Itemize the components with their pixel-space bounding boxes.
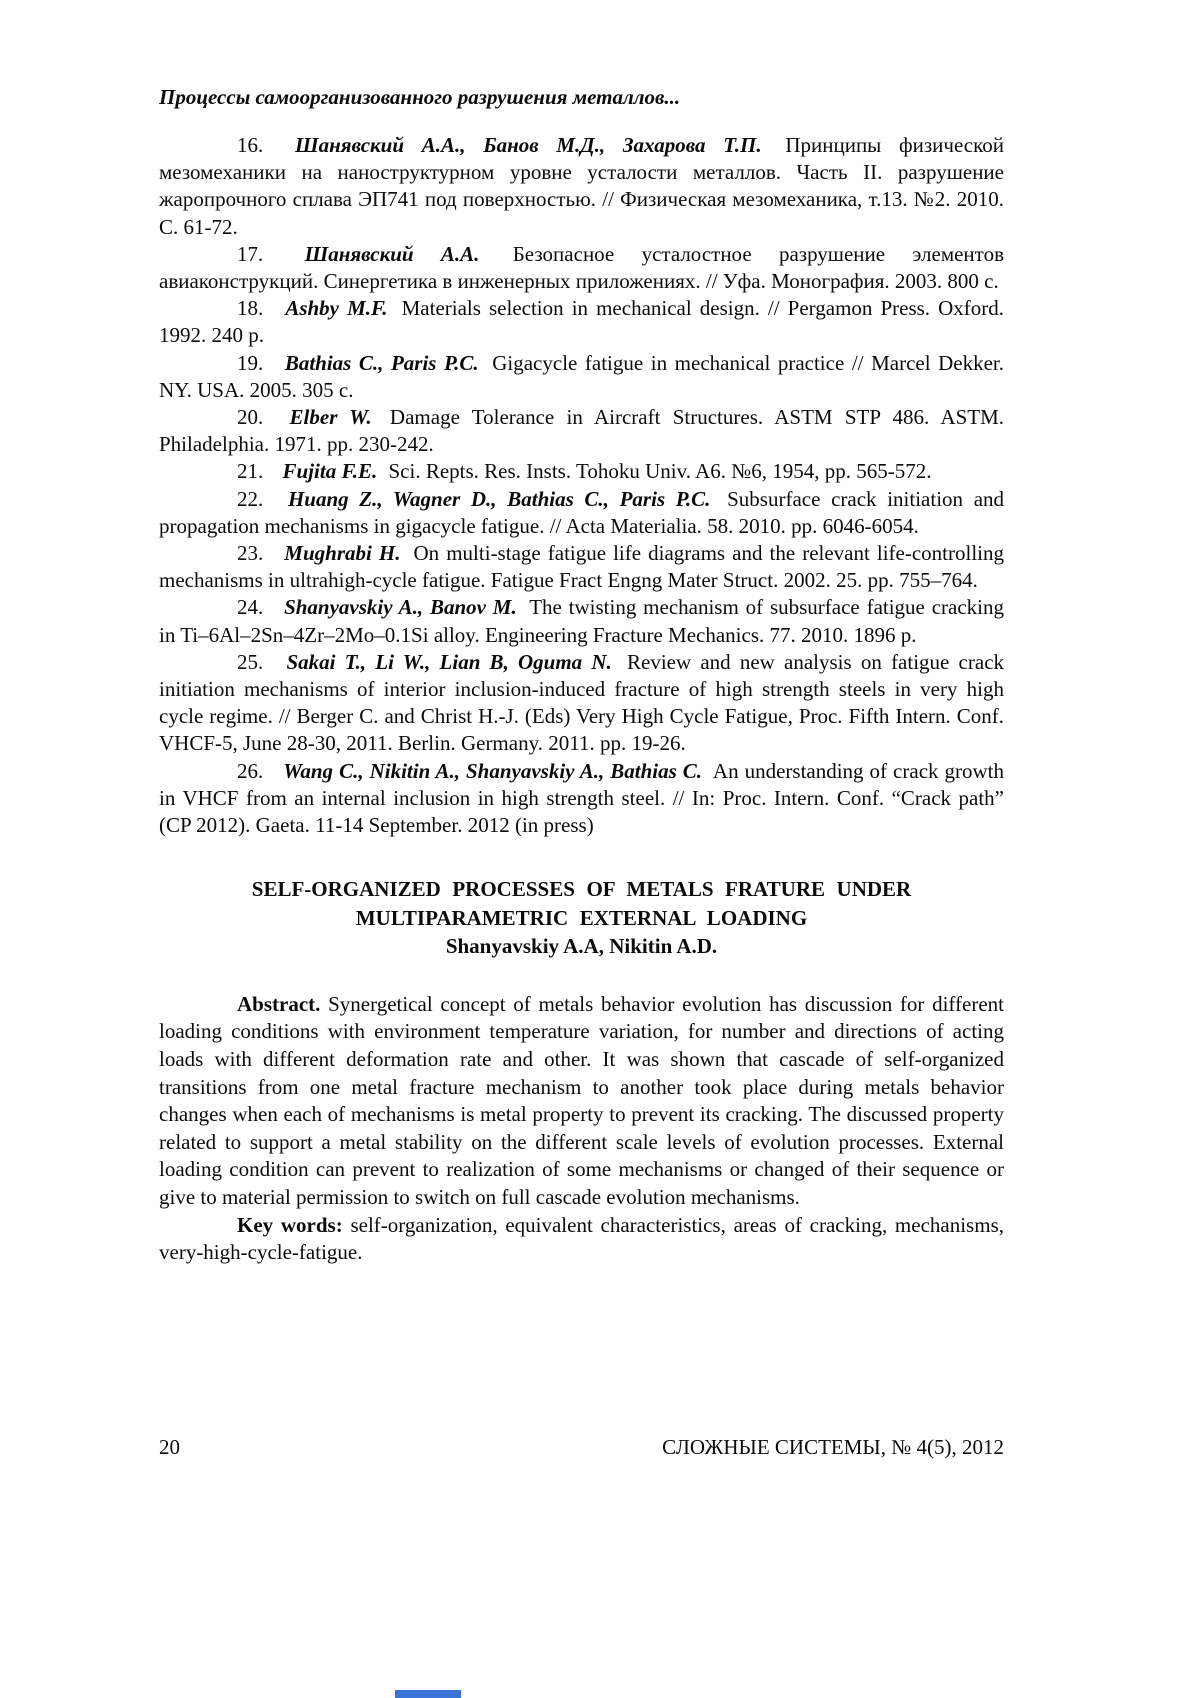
reference-number: 16.	[237, 133, 264, 157]
abstract-paragraph	[159, 991, 1004, 1212]
reference-authors: Sakai T., Li W., Lian B, Oguma N.	[286, 649, 612, 674]
reference-text: On multi-stage fatigue life diagrams and the relevant life-controlling mechanisms in ultrahigh-cycle fatigue. Fatigue Fract Engng Mater Struct. 2002. 25. pp. 755–764.	[159, 541, 1005, 593]
reference-authors: Shanyavskiy A., Banov M.	[284, 595, 517, 620]
reference-text: An understanding of crack growth in VHCF from an internal inclusion in high strength steel. // In: Proc. Intern. Conf. “Crack path” (CP 2012). Gaeta. 11-14 September. 2012 (in press)	[159, 758, 1005, 838]
reference-text: Damage Tolerance in Aircraft Structures. ASTM STP 486. ASTM. Philadelphia. 1971. pp. 230-242.	[159, 405, 1005, 457]
bottom-edge-artifact	[395, 1690, 461, 1698]
reference-text: Принципы физической мезомеханики на наноструктурном уровне усталости металлов. Часть II. разрушение жаропрочного сплава ЭП741 под поверхностью. // Физическая мезомеханика, т.13. №2. 2010. С. 61-72.	[159, 133, 1005, 239]
reference-item	[159, 241, 1004, 295]
article-title-line-1: SELF-ORGANIZED PROCESSES OF METALS FRATURE UNDER	[251, 877, 912, 902]
reference-number: 17.	[237, 241, 264, 266]
reference-number: 26.	[237, 758, 264, 783]
reference-number: 19.	[237, 350, 264, 375]
reference-item	[159, 350, 1004, 404]
reference-item	[159, 458, 1004, 485]
reference-authors: Bathias C., Paris P.C.	[284, 350, 479, 375]
reference-item	[159, 132, 1004, 241]
page-number: 20	[159, 1435, 180, 1459]
reference-authors: Mughrabi H.	[284, 541, 401, 566]
reference-text: Gigacycle fatigue in mechanical practice // Marcel Dekker. NY. USA. 2005. 305 c.	[159, 350, 1004, 402]
reference-text: Безопасное усталостное разрушение элементов авиаконструкций. Синергетика в инженерных приложениях. // Уфа. Монография. 2003. 800 с.	[159, 241, 1004, 294]
reference-number: 25.	[237, 649, 264, 674]
reference-text: Materials selection in mechanical design. // Pergamon Press. Oxford. 1992. 240 p.	[159, 296, 1005, 348]
page-footer	[159, 1434, 1004, 1461]
journal-footer-line: СЛОЖНЫЕ СИСТЕМЫ, № 4(5), 2012	[662, 1435, 1004, 1459]
article-authors: Shanyavskiy A.A, Nikitin A.D.	[445, 934, 718, 959]
reference-text: Sci. Repts. Res. Insts. Tohoku Univ. A6. №6, 1954, pp. 565-572.	[388, 459, 932, 484]
reference-authors: Wang C., Nikitin A., Shanyavskiy A., Bathias C.	[283, 758, 703, 783]
reference-text: Review and new analysis on fatigue crack initiation mechanisms of interior inclusion-induced fracture of high strength steels in very high cycle regime. // Berger C. and Christ H.-J. (Eds) Very High Cycle Fatigue, Proc. Fifth Intern. Conf. VHCF-5, June 28-30, 2011. Berlin. Germany. 2011. pp. 19-26.	[159, 649, 1005, 756]
reference-item	[159, 758, 1004, 840]
article-title-line-2: MULTIPARAMETRIC EXTERNAL LOADING	[355, 905, 808, 930]
reference-authors: Huang Z., Wagner D., Bathias C., Paris P.C.	[287, 486, 711, 511]
reference-authors: Elber W.	[289, 405, 372, 430]
reference-item	[159, 295, 1004, 349]
reference-item	[159, 486, 1004, 540]
keywords-paragraph	[159, 1212, 1004, 1267]
keywords-label: Key words:	[237, 1212, 343, 1237]
abstract-text: Synergetical concept of metals behavior evolution has discussion for different loading conditions with environment temperature variation, for number and directions of acting loads with different deformation rate and other. It was shown that cascade of self-organized transitions from one metal fracture mechanism to another took place during metals behavior changes when each of mechanisms is metal property to prevent its cracking. The discussed property related to support a metal stability on the different scale levels of evolution processes. External loading condition can prevent to realization of some mechanisms or changed of their sequence or give to material permission to switch on full cascade evolution mechanisms.	[159, 991, 1004, 1209]
reference-number: 23.	[237, 541, 264, 566]
reference-item	[159, 594, 1004, 648]
abstract-label: Abstract.	[237, 991, 321, 1016]
reference-item	[159, 540, 1004, 594]
reference-number: 20.	[237, 405, 264, 430]
article-header	[159, 875, 1004, 961]
reference-number: 22.	[237, 486, 264, 511]
reference-text: Subsurface crack initiation and propagation mechanisms in gigacycle fatigue. // Acta Materialia. 58. 2010. pp. 6046-6054.	[159, 486, 1005, 538]
reference-number: 24.	[237, 595, 264, 620]
running-header: Процессы самоорганизованного разрушения металлов...	[159, 85, 681, 109]
reference-item	[159, 404, 1004, 458]
keywords-text: self-organization, equivalent characteristics, areas of cracking, mechanisms, very-high-cycle-fatigue.	[159, 1212, 1004, 1265]
reference-item	[159, 649, 1004, 758]
reference-text: The twisting mechanism of subsurface fatigue cracking in Ti–6Al–2Sn–4Zr–2Mo–0.1Si alloy. Engineering Fracture Mechanics. 77. 2010. 1896 p.	[159, 595, 1004, 647]
reference-authors: Ashby M.F.	[285, 296, 388, 321]
reference-number: 21.	[237, 459, 264, 484]
reference-number: 18.	[237, 296, 264, 321]
reference-authors: Fujita F.E.	[282, 459, 378, 484]
reference-authors: Шанявский А.А.	[304, 241, 480, 266]
references-list	[159, 132, 1004, 839]
reference-authors: Шанявский А.А., Банов М.Д., Захарова Т.П.	[294, 133, 762, 157]
